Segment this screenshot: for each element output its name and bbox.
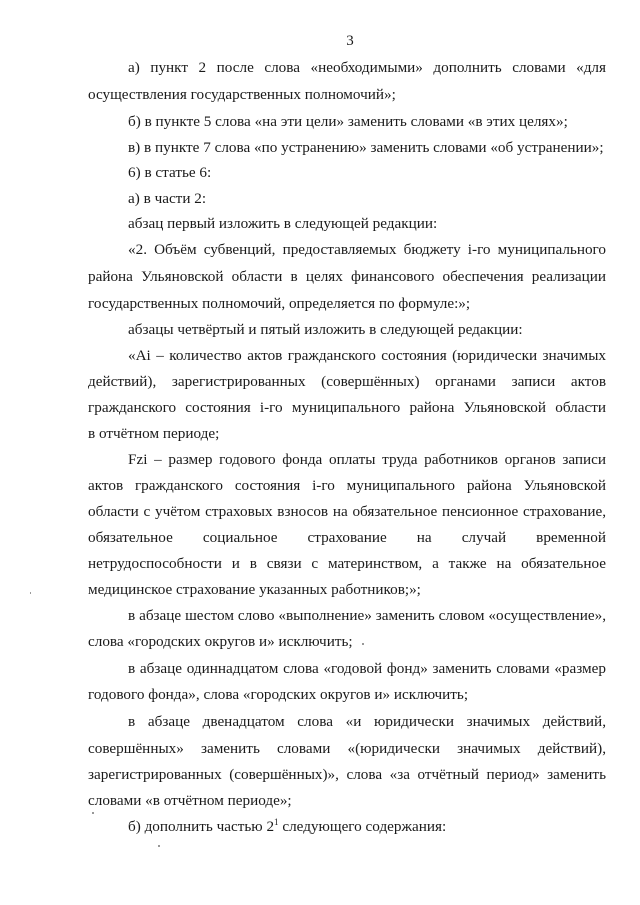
paragraph-line: действий), зарегистрированных (совершённых) органами записи актов: [88, 373, 606, 390]
paragraph-line: области с учётом страховых взносов на обязательное пенсионное страхование,: [88, 503, 606, 520]
paragraph-line: б) в пункте 5 слова «на эти цели» заменить словами «в этих целях»;: [128, 113, 568, 130]
scan-speck: [30, 592, 31, 594]
paragraph-line: абзац первый изложить в следующей редакции:: [128, 215, 438, 232]
paragraph-line: а) в части 2:: [128, 190, 207, 207]
paragraph-line: зарегистрированных (совершённых)», слова «за отчётный период» заменить: [88, 766, 606, 783]
paragraph-line: абзацы четвёртый и пятый изложить в следующей редакции:: [128, 321, 523, 338]
paragraph-line: в абзаце шестом слово «выполнение» заменить словом «осуществление»,: [128, 607, 606, 624]
paragraph-line: «2. Объём субвенций, предоставляемых бюджету i-го муниципального: [128, 241, 606, 258]
paragraph-line: словами «в отчётном периоде»;: [88, 792, 292, 809]
paragraph-line: совершённых» заменить словами «(юридически значимых действий),: [88, 740, 606, 757]
paragraph-line: актов гражданского состояния i-го муниципального района Ульяновской: [88, 477, 606, 494]
paragraph-text: следующего содержания:: [278, 818, 447, 835]
superscript: 1: [274, 817, 279, 827]
paragraph-line: района Ульяновской области в целях финансового обеспечения реализации: [88, 268, 606, 285]
paragraph-line: Fzi – размер годового фонда оплаты труда работников органов записи: [128, 451, 606, 468]
scan-speck: [92, 812, 94, 814]
page-number: 3: [346, 33, 354, 49]
paragraph-line: 6) в статье 6:: [128, 164, 212, 181]
paragraph-line: а) пункт 2 после слова «необходимыми» дополнить словами «для: [128, 59, 606, 76]
scan-speck: [158, 845, 160, 847]
paragraph-line: гражданского состояния i-го муниципального района Ульяновской области: [88, 399, 606, 416]
paragraph-line: осуществления государственных полномочий»;: [88, 86, 396, 103]
paragraph-line: медицинское страхование указанных работников;»;: [88, 581, 421, 598]
paragraph-line: обязательное социальное страхование на случай временной: [88, 529, 606, 546]
paragraph-line: «Ai – количество актов гражданского состояния (юридически значимых: [128, 347, 606, 364]
paragraph-line: [128, 818, 606, 836]
scan-speck: [362, 643, 364, 645]
paragraph-line: государственных полномочий, определяется по формуле:»;: [88, 295, 471, 312]
paragraph-text: б) дополнить частью 2: [128, 818, 275, 835]
paragraph-line: в отчётном периоде;: [88, 425, 220, 442]
paragraph-line: годового фонда», слова «городских округов и» исключить;: [88, 686, 469, 703]
paragraph-line: нетрудоспособности и в связи с материнством, а также на обязательное: [88, 555, 606, 572]
paragraph-line: в абзаце одиннадцатом слова «годовой фонд» заменить словами «размер: [128, 660, 606, 677]
paragraph-line: в) в пункте 7 слова «по устранению» заменить словами «об устранении»;: [128, 139, 604, 156]
paragraph-line: слова «городских округов и» исключить;: [88, 633, 353, 650]
paragraph-line: в абзаце двенадцатом слова «и юридически значимых действий,: [128, 713, 606, 730]
